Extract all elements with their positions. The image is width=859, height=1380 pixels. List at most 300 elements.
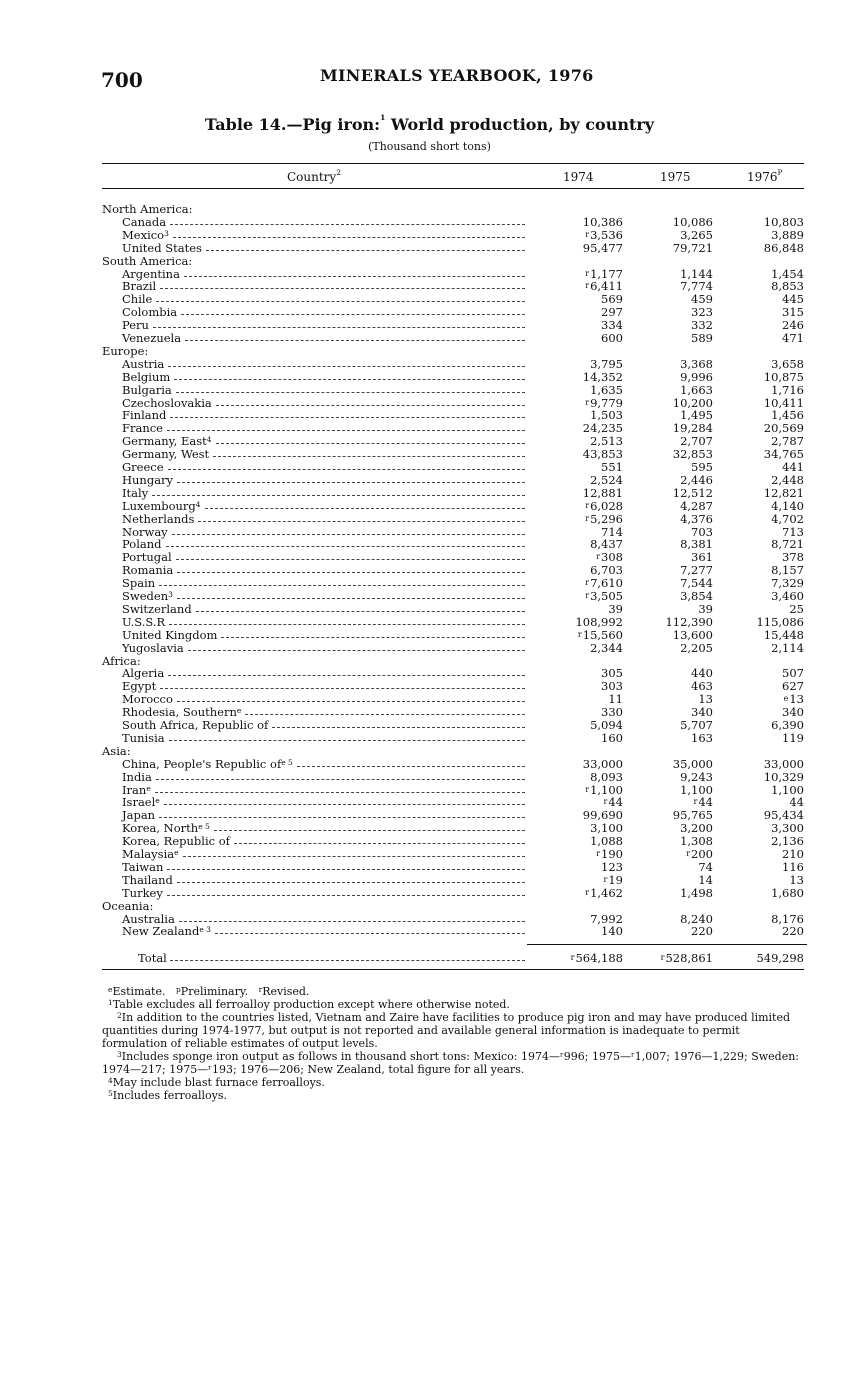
dot-leader: [169, 740, 525, 741]
col-header-1974: 1974: [563, 170, 594, 184]
footnote-legend: [108, 985, 808, 998]
label-text: Korea, North: [122, 821, 199, 836]
cell-value: 140: [601, 924, 623, 939]
cell-value: 6,028: [590, 498, 623, 513]
cell-value: 1,495: [680, 408, 713, 423]
cell-value: 3,368: [680, 356, 713, 371]
dot-leader: [169, 624, 525, 625]
label-text: Portugal: [122, 550, 172, 565]
cell-value: 2,448: [771, 472, 804, 487]
cell-value: 13: [789, 872, 804, 887]
cell-value: 303: [601, 679, 623, 694]
footnote-mark: e 5: [198, 822, 210, 832]
cell-1974: [583, 242, 623, 255]
dot-leader: [177, 598, 525, 599]
cell-value: 714: [601, 524, 623, 539]
cell-value: 1,498: [680, 885, 713, 900]
cell-value: 39: [698, 601, 713, 616]
cell-value: 220: [782, 924, 804, 939]
dot-leader: [177, 701, 525, 702]
cell-value: 44: [698, 795, 713, 810]
cell-value: 4,702: [771, 511, 804, 526]
cell-value: 305: [601, 666, 623, 681]
cell-1974: [590, 642, 623, 655]
dot-leader: [159, 817, 525, 818]
label-text: Peru: [122, 318, 149, 333]
col-header-1976-sup: P: [777, 168, 783, 177]
revised-mark: r: [596, 849, 601, 858]
cell-value: 3,265: [680, 227, 713, 242]
label-text: Argentina: [122, 266, 180, 281]
footnotes: [102, 985, 808, 1102]
cell-value: 10,329: [763, 769, 804, 784]
cell-value: 7,610: [590, 576, 623, 591]
cell-value: 7,329: [771, 576, 804, 591]
cell-value: 13,600: [672, 627, 713, 642]
footnote-mark: 4: [195, 499, 201, 509]
label-text: Sweden: [122, 589, 169, 603]
cell-1976: [782, 332, 804, 345]
label-text: Malaysia: [122, 847, 175, 861]
label-text: Belgium: [122, 369, 171, 384]
cell-value: 8,721: [771, 537, 804, 552]
label-text: Colombia: [122, 305, 178, 320]
dot-leader: [170, 417, 525, 418]
estimate-mark: e: [783, 694, 789, 704]
cell-value: 10,200: [672, 395, 713, 410]
label-text: Norway: [122, 524, 168, 539]
footnote-5-mark: 5: [108, 1089, 113, 1098]
label-text: Iran: [122, 782, 147, 797]
dot-leader: [179, 921, 525, 922]
label-text: Australia: [122, 911, 175, 926]
total-1976-value: 549,298: [756, 951, 804, 965]
cell-value: 8,437: [590, 537, 623, 552]
col-header-country-sup: 2: [336, 168, 341, 177]
cell-value: 163: [691, 730, 713, 745]
cell-value: 200: [691, 847, 713, 861]
dot-leader: [167, 869, 525, 870]
cell-value: 5,707: [680, 718, 713, 732]
revised-mark: r: [603, 874, 608, 884]
page-number: 700: [101, 68, 143, 92]
revised-mark: r: [686, 849, 691, 858]
cell-value: 378: [782, 550, 804, 565]
cell-value: 15,448: [763, 627, 804, 642]
cell-value: 4,140: [771, 498, 804, 513]
label-text: Canada: [122, 214, 167, 229]
cell-value: 8,240: [680, 911, 713, 926]
label-text: Japan: [122, 808, 156, 823]
total-label: Total: [138, 951, 167, 965]
label-text: Thailand: [122, 872, 173, 887]
label-text: Mexico: [122, 227, 165, 242]
cell-value: 9,243: [680, 769, 713, 784]
cell-value: 627: [782, 679, 804, 694]
label-text: Brazil: [122, 279, 157, 294]
cell-value: 95,434: [763, 808, 804, 823]
cell-value: 8,157: [771, 563, 804, 578]
cell-value: 2,707: [680, 434, 713, 449]
cell-value: 308: [601, 550, 623, 565]
dot-leader: [205, 508, 525, 509]
cell-value: 3,460: [771, 589, 804, 603]
cell-value: 334: [601, 318, 623, 333]
dot-leader: [216, 443, 525, 444]
dot-leader: [177, 572, 525, 573]
dot-leader: [196, 611, 525, 612]
legend-preliminary: Preliminary.: [180, 985, 249, 998]
col-header-1976: [747, 170, 783, 184]
label-text: Hungary: [122, 472, 174, 487]
dot-leader: [184, 276, 525, 277]
cell-value: 20,569: [763, 421, 804, 436]
cell-value: 551: [601, 460, 623, 474]
dot-leader: [234, 843, 525, 844]
cell-value: 34,765: [763, 447, 804, 462]
label-text: New Zealand: [122, 924, 200, 939]
cell-value: 95,765: [672, 808, 713, 823]
cell-value: 1,144: [680, 266, 713, 281]
label-text: Czechoslovakia: [122, 395, 212, 410]
cell-value: 10,803: [763, 214, 804, 229]
dot-leader: [174, 379, 525, 380]
total-sum-rule: [527, 944, 807, 945]
cell-value: 2,344: [590, 640, 623, 655]
legend-preliminary-mark: p: [175, 985, 181, 994]
label-text: United States: [122, 240, 202, 255]
label-text: Greece: [122, 460, 164, 474]
footnote-3-mark: 3: [117, 1050, 122, 1059]
table-header-rule: [102, 188, 804, 189]
dot-leader: [206, 250, 525, 251]
table-title-rest: World production, by country: [385, 115, 655, 134]
cell-value: 6,703: [590, 563, 623, 578]
cell-value: 2,114: [771, 640, 804, 655]
dot-leader: [177, 882, 525, 883]
dot-leader: [153, 327, 525, 328]
dot-leader: [185, 340, 525, 341]
cell-value: 8,381: [680, 537, 713, 552]
cell-value: 471: [782, 331, 804, 345]
cell-value: 5,296: [590, 511, 623, 526]
footnote-mark: 3: [164, 228, 169, 238]
footnote-4-mark: 4: [108, 1076, 113, 1085]
cell-value: 1,454: [771, 266, 804, 281]
cell-value: 43,853: [582, 447, 623, 462]
dot-leader: [172, 534, 525, 535]
label-text: Egypt: [122, 679, 157, 694]
cell-value: 441: [782, 460, 804, 474]
revised-mark: r: [603, 797, 608, 807]
dot-leader: [221, 637, 525, 638]
cell-value: 24,235: [582, 421, 623, 436]
label-text: Israel: [122, 795, 156, 810]
footnote-4: [108, 1076, 808, 1089]
cell-value: 323: [691, 305, 713, 320]
revised-mark: r: [585, 397, 590, 407]
label-text: Netherlands: [122, 511, 195, 526]
dot-leader: [177, 482, 525, 483]
legend-estimate: Estimate.: [112, 985, 166, 998]
cell-value: 8,176: [771, 911, 804, 926]
footnote-1-mark: 1: [108, 998, 113, 1007]
dot-leader: [215, 933, 525, 934]
label-text: Europe:: [102, 343, 149, 358]
cell-value: 3,536: [590, 227, 623, 242]
cell-value: 12,512: [672, 485, 713, 500]
label-text: Germany, West: [122, 447, 210, 462]
cell-value: 2,205: [680, 640, 713, 655]
cell-value: 3,100: [590, 821, 623, 836]
cell-value: 123: [601, 859, 623, 874]
cell-value: 6,390: [771, 718, 804, 732]
label-text: Algeria: [122, 666, 165, 681]
cell-1976: [771, 887, 804, 900]
cell-value: 297: [601, 305, 623, 320]
cell-value: 3,300: [771, 821, 804, 836]
label-text: Bulgaria: [122, 382, 172, 397]
col-header-country-label: Country: [287, 170, 337, 184]
cell-value: 1,680: [771, 885, 804, 900]
cell-value: 19,284: [672, 421, 713, 436]
cell-value: 246: [782, 318, 804, 333]
cell-value: 340: [782, 705, 804, 720]
footnote-2-mark: 2: [117, 1011, 122, 1020]
cell-value: 160: [601, 730, 623, 745]
dot-leader: [216, 405, 525, 406]
cell-1976: [771, 642, 804, 655]
cell-value: 39: [608, 601, 623, 616]
revised-mark: r: [596, 552, 601, 562]
cell-value: 44: [608, 795, 623, 810]
cell-value: 108,992: [575, 614, 623, 629]
label-text: Asia:: [102, 743, 131, 758]
footnote-mark: e 5: [281, 757, 293, 767]
label-text: Rhodesia, Southern: [122, 705, 237, 720]
label-text: Morocco: [122, 692, 173, 707]
dot-leader: [170, 224, 525, 225]
dot-leader: [272, 727, 525, 728]
cell-value: 3,854: [680, 589, 713, 603]
label-text: South America:: [102, 253, 193, 268]
dot-leader: [181, 314, 525, 315]
cell-1975: [691, 332, 713, 345]
footnote-5: [108, 1089, 808, 1102]
dot-leader: [188, 650, 525, 651]
revised-mark: r: [660, 953, 665, 962]
cell-value: 1,456: [771, 408, 804, 423]
label-text: Yugoslavia: [122, 640, 184, 655]
dot-leader: [160, 688, 525, 689]
footnote-mark: e: [155, 796, 160, 806]
label-text: U.S.S.R: [122, 614, 166, 629]
label-text: South Africa, Republic of: [122, 718, 269, 732]
cell-1974: [585, 887, 623, 900]
cell-value: 19: [608, 872, 623, 887]
cell-value: 459: [691, 292, 713, 307]
dot-leader: [156, 779, 525, 780]
cell-value: 7,544: [680, 576, 713, 591]
legend-estimate-mark: e: [108, 985, 113, 994]
revised-mark: r: [585, 281, 590, 291]
cell-value: 703: [691, 524, 713, 539]
cell-value: 507: [782, 666, 804, 681]
cell-value: 116: [782, 859, 804, 874]
label-text: Italy: [122, 485, 149, 500]
col-header-1975: 1975: [660, 170, 691, 184]
revised-mark: r: [585, 591, 590, 600]
cell-value: 12,881: [582, 485, 623, 500]
cell-value: 7,774: [680, 279, 713, 294]
cell-1975: [691, 732, 713, 745]
cell-value: 33,000: [582, 756, 623, 771]
footnote-mark: e: [146, 783, 151, 793]
cell-value: 569: [601, 292, 623, 307]
cell-value: 1,177: [590, 266, 623, 281]
dot-leader: [214, 830, 525, 831]
label-text: Oceania:: [102, 898, 154, 913]
legend-revised-mark: r: [258, 985, 263, 994]
cell-value: 10,411: [763, 395, 804, 410]
footnote-mark: e 3: [199, 925, 211, 935]
cell-value: 115,086: [756, 614, 804, 629]
dot-leader: [159, 585, 525, 586]
revised-mark: r: [585, 229, 590, 239]
cell-value: 589: [691, 331, 713, 345]
label-text: Romania: [122, 563, 174, 578]
label-text: United Kingdom: [122, 627, 218, 642]
cell-1975: [691, 925, 713, 938]
dot-leader: [167, 430, 525, 431]
cell-value: 2,513: [590, 434, 623, 449]
dot-leader: [176, 559, 525, 560]
footnote-4-text: May include blast furnace ferroalloys.: [112, 1076, 325, 1089]
label-text: China, People's Republic of: [122, 756, 282, 771]
dot-leader: [297, 766, 525, 767]
label-text: India: [122, 769, 152, 784]
cell-value: 4,376: [680, 511, 713, 526]
cell-value: 210: [782, 847, 804, 861]
label-text: North America:: [102, 202, 193, 216]
cell-value: 190: [601, 847, 623, 861]
label-text: Germany, East: [122, 434, 207, 449]
dot-leader: [156, 301, 525, 302]
cell-value: 3,889: [771, 227, 804, 242]
dot-leader: [183, 856, 525, 857]
dot-leader: [152, 495, 525, 496]
footnote-3: [102, 1050, 808, 1076]
label-text: France: [122, 421, 163, 436]
col-header-1976-label: 1976: [747, 170, 778, 184]
cell-1974: [601, 925, 623, 938]
cell-value: 95,477: [582, 240, 623, 255]
label-text: Taiwan: [122, 859, 164, 874]
cell-value: 7,992: [590, 911, 623, 926]
dot-leader: [160, 288, 525, 289]
cell-1975: [680, 887, 713, 900]
cell-value: 1,100: [771, 782, 804, 797]
label-text: Tunisia: [122, 730, 165, 745]
cell-value: 8,093: [590, 769, 623, 784]
revised-mark: r: [585, 268, 590, 278]
footnote-2: [102, 1011, 808, 1050]
col-header-country: [287, 170, 341, 184]
revised-mark: r: [585, 500, 590, 510]
cell-value: 5,094: [590, 718, 623, 732]
cell-1974: [601, 332, 623, 345]
table-title-footnote-mark: 1: [380, 113, 386, 122]
cell-value: 74: [698, 859, 713, 874]
cell-value: 79,721: [672, 240, 713, 255]
cell-1974: [601, 732, 623, 745]
total-1975-value: 528,861: [665, 951, 713, 965]
table-bottom-rule: [102, 969, 804, 970]
cell-value: 361: [691, 550, 713, 565]
cell-value: 10,386: [582, 214, 623, 229]
cell-value: 7,277: [680, 563, 713, 578]
footnote-mark: e: [174, 848, 179, 857]
dot-leader: [213, 456, 525, 457]
table-top-rule: [102, 163, 804, 164]
cell-value: 1,462: [590, 885, 623, 900]
cell-value: 2,446: [680, 472, 713, 487]
cell-value: 33,000: [763, 756, 804, 771]
cell-value: 2,787: [771, 434, 804, 449]
cell-value: 600: [601, 331, 623, 345]
table-title-main: Table 14.—Pig iron:: [204, 115, 381, 134]
label-text: Spain: [122, 576, 156, 591]
country-label: [122, 925, 211, 938]
dot-leader: [166, 546, 525, 547]
cell-1976: [782, 732, 804, 745]
cell-value: 4,287: [680, 498, 713, 513]
cell-value: 463: [691, 679, 713, 694]
footnote-2-text: In addition to the countries listed, Vietnam and Zaire have facilities to produce pig iron and may have produced limited quantities during 1974-1977, but output is not reported and available general information is inadequate to permit formulation of reliable estimates of output levels.: [102, 1011, 791, 1050]
cell-value: 9,779: [590, 395, 623, 410]
dot-leader: [176, 392, 525, 393]
label-text: Africa:: [102, 653, 141, 668]
label-text: Finland: [122, 408, 167, 423]
cell-value: 2,136: [771, 834, 804, 849]
dot-leader: [155, 792, 525, 793]
revised-mark: r: [585, 784, 590, 794]
cell-value: 595: [691, 460, 713, 474]
label-text: Poland: [122, 537, 162, 552]
total-1974: [571, 952, 623, 965]
cell-value: 32,853: [672, 447, 713, 462]
cell-value: 440: [691, 666, 713, 681]
cell-value: 86,848: [763, 240, 804, 255]
table-title: [0, 115, 859, 134]
cell-value: 119: [782, 730, 804, 745]
cell-value: 35,000: [672, 756, 713, 771]
cell-value: 14: [698, 872, 713, 887]
dot-leader: [164, 804, 525, 805]
cell-value: 713: [782, 524, 804, 539]
legend-revised: Revised.: [262, 985, 310, 998]
dot-leader: [168, 469, 525, 470]
cell-value: 9,996: [680, 369, 713, 384]
footnote-3-text: Includes sponge iron output as follows in thousand short tons: Mexico: 1974—ʳ996; 1975—ʳ1,007; 1976—1,229; Sweden: 1974—217; 1975—ʳ193; 1976—206; New Zealand, total figure for all years.: [102, 1050, 799, 1076]
total-row: [0, 952, 859, 965]
cell-value: 15,560: [582, 627, 623, 642]
cell-value: 14,352: [582, 369, 623, 384]
cell-1975: [673, 242, 713, 255]
cell-value: 1,308: [680, 834, 713, 849]
label-text: Chile: [122, 292, 153, 307]
cell-value: 1,663: [680, 382, 713, 397]
